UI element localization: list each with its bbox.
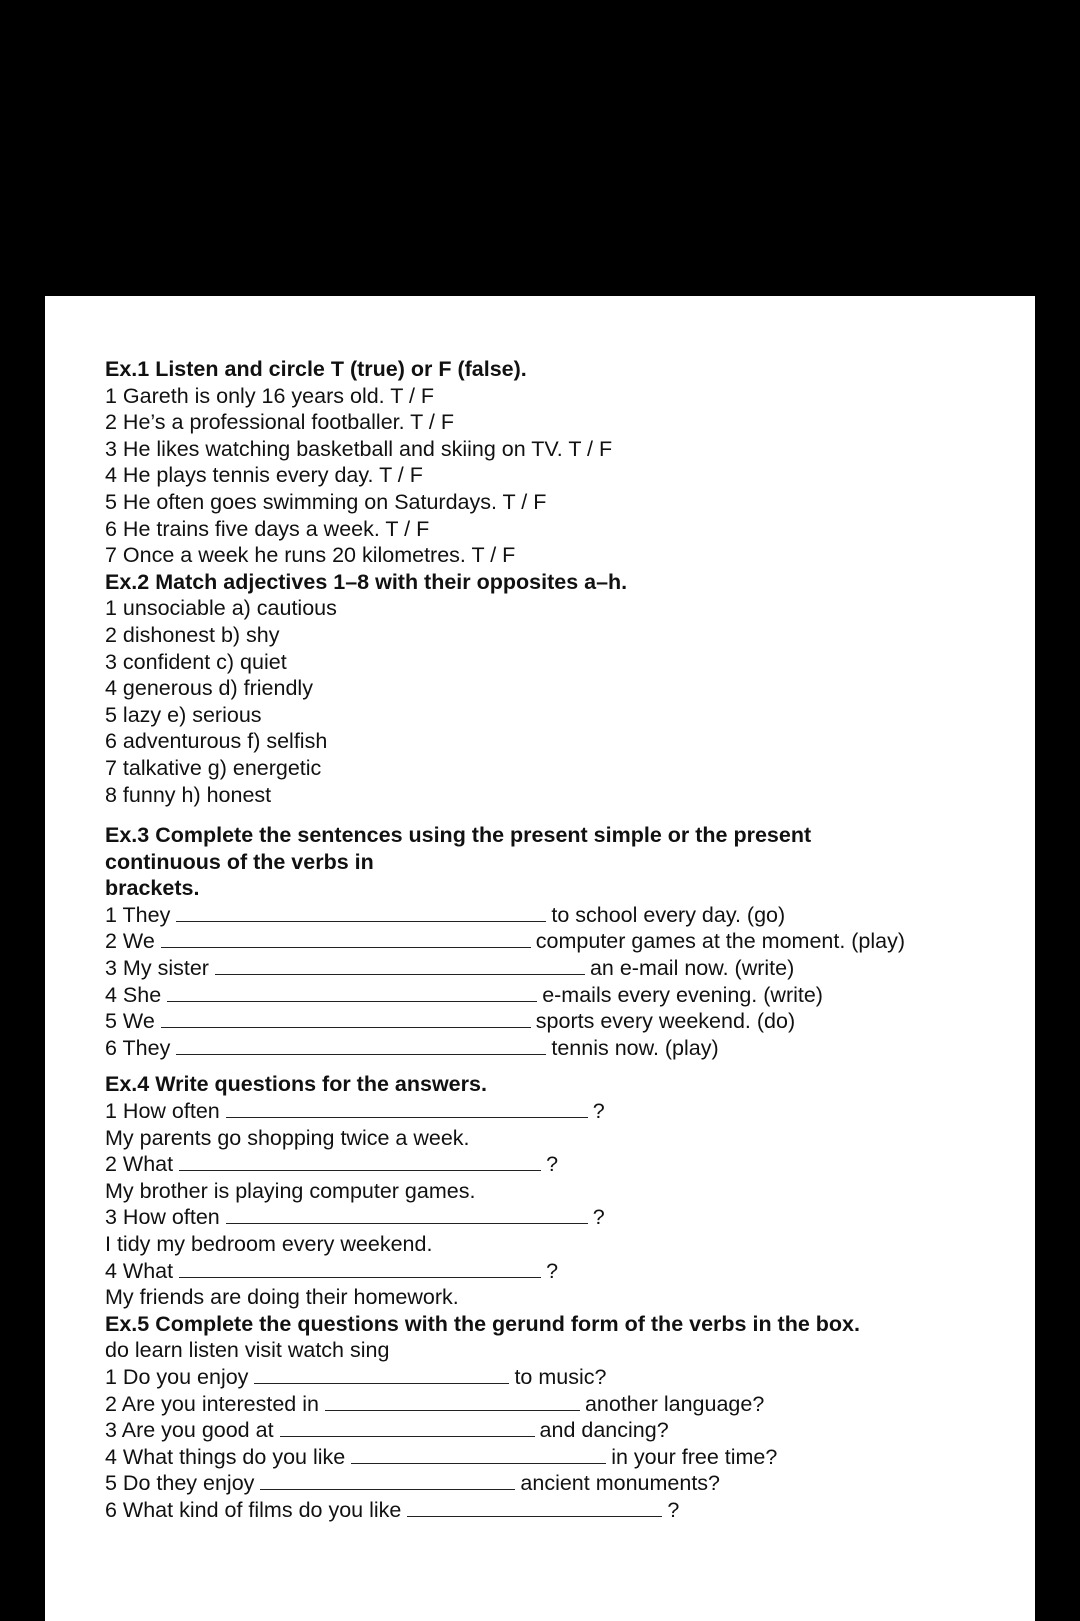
question-mark: ? <box>592 1205 605 1230</box>
ex5-item-start: 6 What kind of films do you like <box>105 1497 402 1522</box>
ex3-item-end: an e-mail now. (write) <box>589 956 795 981</box>
ex4-answer: I tidy my bedroom every weekend. <box>105 1232 433 1256</box>
ex3-item-start: 1 They <box>105 902 171 927</box>
exercise-3-heading: continuous of the verbs in <box>105 849 374 874</box>
ex3-item-start: 6 They <box>105 1035 171 1060</box>
answer-blank[interactable] <box>226 1116 588 1118</box>
answer-blank[interactable] <box>325 1409 580 1411</box>
ex5-item-end: and dancing? <box>539 1418 669 1443</box>
ex2-item: 8 funny h) honest <box>105 782 272 807</box>
ex5-item-end: ancient monuments? <box>520 1471 720 1496</box>
ex5-item-start: 1 Do you enjoy <box>105 1364 249 1389</box>
ex3-item-end: sports every weekend. (do) <box>535 1009 796 1034</box>
ex4-question <box>105 1151 1005 1178</box>
exercise-1-heading: Ex.1 Listen and circle T (true) or F (false). <box>105 357 527 381</box>
worksheet-page <box>45 296 1035 1621</box>
answer-blank[interactable] <box>351 1462 606 1464</box>
ex3-item-start: 2 We <box>105 929 155 954</box>
ex3-item-start: 4 She <box>105 982 162 1007</box>
question-mark: ? <box>546 1152 559 1177</box>
ex1-item: 2 He’s a professional footballer. T / F <box>105 410 454 435</box>
ex1-item: 1 Gareth is only 16 years old. T / F <box>105 383 435 408</box>
answer-blank[interactable] <box>280 1435 535 1437</box>
ex5-item-start: 5 Do they enjoy <box>105 1471 255 1496</box>
exercise-2-heading: Ex.2 Match adjectives 1–8 with their opposites a–h. <box>105 569 628 594</box>
ex2-item: 3 confident c) quiet <box>105 649 287 674</box>
ex5-item <box>105 1470 1005 1497</box>
ex5-item-end: in your free time? <box>611 1444 778 1469</box>
exercise-5 <box>105 1311 1005 1524</box>
answer-blank[interactable] <box>161 946 531 948</box>
ex1-item: 4 He plays tennis every day. T / F <box>105 463 423 488</box>
ex2-item: 1 unsociable a) cautious <box>105 596 337 621</box>
answer-blank[interactable] <box>407 1515 662 1517</box>
ex2-item: 5 lazy e) serious <box>105 702 262 727</box>
ex4-question <box>105 1258 1005 1285</box>
question-mark: ? <box>592 1099 605 1124</box>
answer-blank[interactable] <box>226 1222 588 1224</box>
answer-blank[interactable] <box>161 1026 531 1028</box>
ex1-item: 6 He trains five days a week. T / F <box>105 516 430 541</box>
answer-blank[interactable] <box>176 1053 546 1055</box>
word-box: do learn listen visit watch sing <box>105 1338 390 1363</box>
question-mark: ? <box>546 1258 559 1283</box>
ex5-item-end: to music? <box>514 1364 607 1389</box>
answer-blank[interactable] <box>179 1169 541 1171</box>
ex3-item-end: e-mails every evening. (write) <box>542 982 823 1007</box>
answer-blank[interactable] <box>176 920 546 922</box>
exercise-2 <box>105 569 1005 808</box>
ex1-item: 7 Once a week he runs 20 kilometres. T / F <box>105 543 516 568</box>
exercise-1 <box>105 356 1005 569</box>
ex3-item <box>105 982 1005 1009</box>
ex4-answer: My parents go shopping twice a week. <box>105 1125 470 1150</box>
ex5-item <box>105 1391 1005 1418</box>
ex2-item: 6 adventurous f) selfish <box>105 729 328 754</box>
ex4-question <box>105 1204 1005 1231</box>
ex4-answer: My friends are doing their homework. <box>105 1285 459 1310</box>
ex1-item: 3 He likes watching basketball and skiing on TV. T / F <box>105 436 613 461</box>
ex5-item-start: 2 Are you interested in <box>105 1391 319 1416</box>
ex4-question-start: 4 What <box>105 1258 174 1283</box>
ex3-item-end: to school every day. (go) <box>551 902 786 927</box>
ex3-item <box>105 928 1005 955</box>
exercise-3-heading: Ex.3 Complete the sentences using the present simple or the present <box>105 823 812 848</box>
ex4-question-start: 3 How often <box>105 1205 220 1230</box>
ex3-item-end: tennis now. (play) <box>551 1035 719 1060</box>
answer-blank[interactable] <box>254 1382 509 1384</box>
ex5-item <box>105 1364 1005 1391</box>
exercise-3 <box>105 822 1005 1061</box>
worksheet-content <box>105 356 1005 1524</box>
ex5-item-end: another language? <box>584 1391 765 1416</box>
ex4-question <box>105 1098 1005 1125</box>
exercise-3-heading: brackets. <box>105 876 200 901</box>
ex5-item <box>105 1417 1005 1444</box>
ex4-answer: My brother is playing computer games. <box>105 1178 476 1203</box>
ex3-item <box>105 1008 1005 1035</box>
ex3-item <box>105 902 1005 929</box>
ex5-item-end: ? <box>667 1497 680 1522</box>
ex5-item-start: 4 What things do you like <box>105 1444 346 1469</box>
ex2-item: 7 talkative g) energetic <box>105 755 322 780</box>
ex3-item <box>105 955 1005 982</box>
ex4-question-start: 1 How often <box>105 1099 220 1124</box>
ex3-item-start: 3 My sister <box>105 956 209 981</box>
ex3-item <box>105 1035 1005 1062</box>
ex5-item <box>105 1444 1005 1471</box>
answer-blank[interactable] <box>215 973 585 975</box>
ex2-item: 4 generous d) friendly <box>105 676 313 701</box>
ex1-item: 5 He often goes swimming on Saturdays. T / F <box>105 489 547 514</box>
answer-blank[interactable] <box>167 1000 537 1002</box>
ex2-item: 2 dishonest b) shy <box>105 622 280 647</box>
ex3-item-start: 5 We <box>105 1009 155 1034</box>
ex5-item-start: 3 Are you good at <box>105 1418 274 1443</box>
exercise-4 <box>105 1071 1005 1310</box>
answer-blank[interactable] <box>260 1488 515 1490</box>
section-spacer <box>105 1061 1005 1071</box>
ex3-item-end: computer games at the moment. (play) <box>535 929 906 954</box>
ex4-question-start: 2 What <box>105 1152 174 1177</box>
exercise-5-heading: Ex.5 Complete the questions with the gerund form of the verbs in the box. <box>105 1311 860 1336</box>
exercise-4-heading: Ex.4 Write questions for the answers. <box>105 1072 487 1097</box>
section-spacer <box>105 808 1005 822</box>
ex5-item <box>105 1497 1005 1524</box>
answer-blank[interactable] <box>179 1276 541 1278</box>
